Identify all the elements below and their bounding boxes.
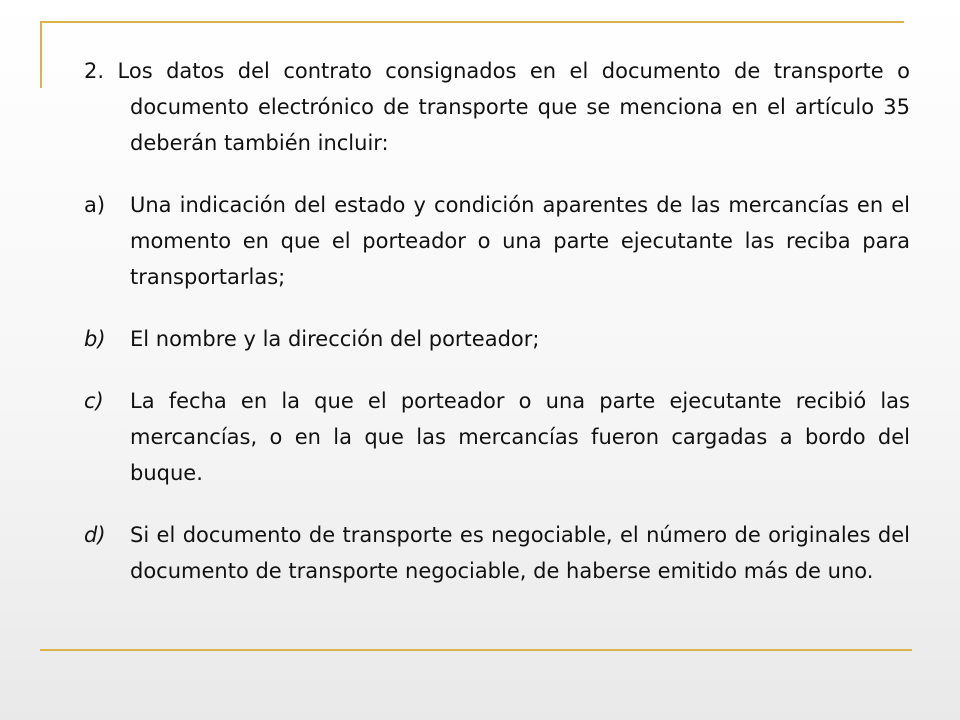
item-b-text: El nombre y la dirección del porteador; <box>130 327 540 351</box>
bottom-frame-line <box>40 649 912 651</box>
item-a <box>84 187 910 295</box>
item-d <box>84 517 910 589</box>
item-a-text: Una indicación del estado y condición aparentes de las mercancías en el momento en que el porteador o una parte ejecutante las reciba para transportarlas; <box>130 193 910 289</box>
intro-text: Los datos del contrato consignados en el documento de transporte o documento electrónico de transporte que se menciona en el artículo 35 deberán también incluir: <box>117 59 910 155</box>
left-frame-line <box>40 21 42 88</box>
item-c-marker: c) <box>84 389 104 413</box>
slide-content <box>84 53 910 589</box>
intro-paragraph <box>84 53 910 161</box>
item-c <box>84 383 910 491</box>
item-a-marker: a) <box>84 193 106 217</box>
item-c-text: La fecha en la que el porteador o una parte ejecutante recibió las mercancías, o en la que las mercancías fueron cargadas a bordo del buque. <box>130 389 910 485</box>
top-frame-line <box>40 21 904 23</box>
item-d-marker: d) <box>84 523 106 547</box>
item-b <box>84 321 910 357</box>
intro-marker: 2. <box>84 59 105 83</box>
item-d-text: Si el documento de transporte es negociable, el número de originales del documento de transporte negociable, de haberse emitido más de uno. <box>130 523 910 583</box>
item-b-marker: b) <box>84 327 106 351</box>
